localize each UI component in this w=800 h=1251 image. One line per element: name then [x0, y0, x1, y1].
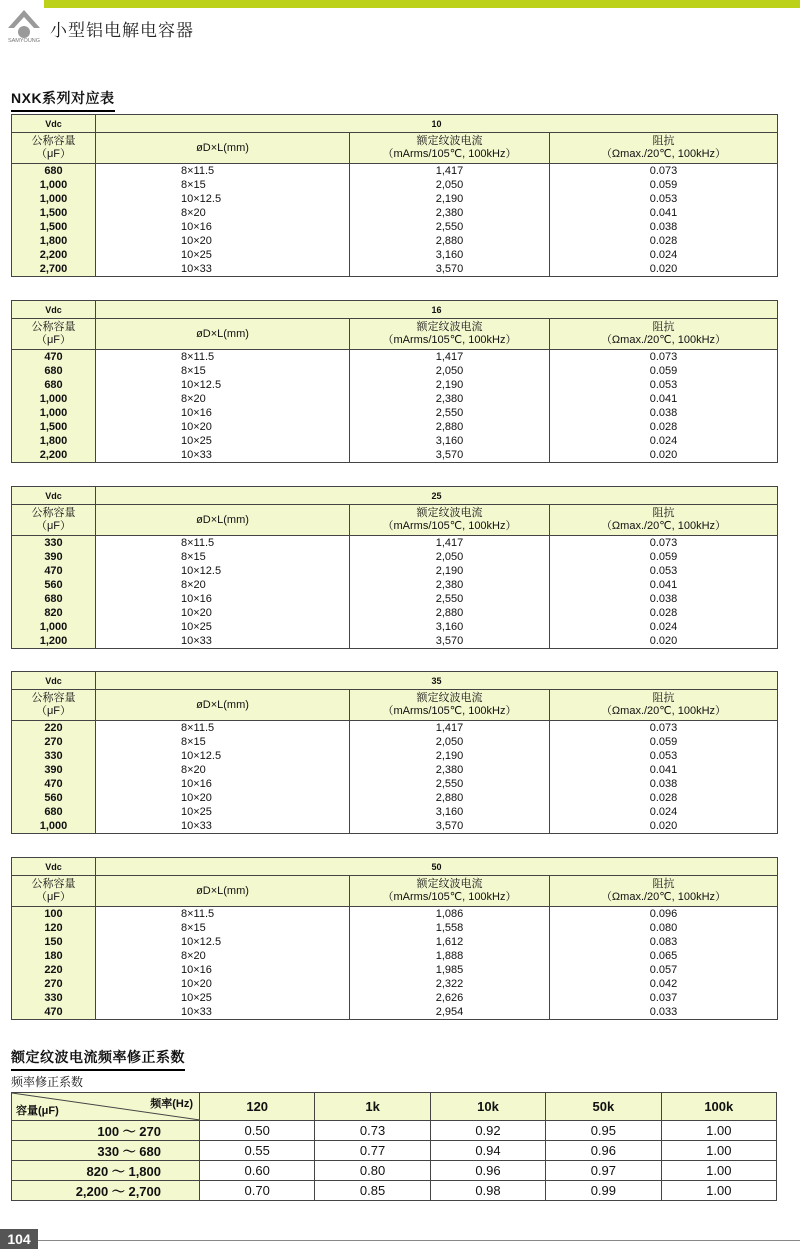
- capacitance-cell: 270: [12, 735, 96, 749]
- table-row: [12, 192, 778, 206]
- table-row: [12, 262, 778, 277]
- impedance-cell: 0.096: [550, 907, 778, 922]
- impedance-cell: 0.028: [550, 420, 778, 434]
- table-row: [12, 206, 778, 220]
- capacitance-cell: 1,000: [12, 178, 96, 192]
- dimension-header: øD×L(mm): [96, 319, 350, 350]
- ripple-cell: 2,050: [350, 735, 550, 749]
- impedance-cell: 0.024: [550, 620, 778, 634]
- capacitance-cell: 470: [12, 777, 96, 791]
- capacitance-header: 公称容量 （μF）: [12, 690, 96, 721]
- capacitance-cell: 680: [12, 164, 96, 179]
- voltage-value: 50: [96, 858, 778, 876]
- dimension-cell: 8×11.5: [96, 164, 350, 179]
- ripple-correction-title: 额定纹波电流频率修正系数: [11, 1047, 185, 1071]
- capacitance-cell: 150: [12, 935, 96, 949]
- dimension-header: øD×L(mm): [96, 690, 350, 721]
- ripple-cell: 1,417: [350, 536, 550, 551]
- table-row: [12, 749, 778, 763]
- dimension-cell: 10×25: [96, 805, 350, 819]
- impedance-cell: 0.038: [550, 406, 778, 420]
- dimension-cell: 10×20: [96, 606, 350, 620]
- dimension-cell: 8×15: [96, 178, 350, 192]
- ripple-header: 额定纹波电流 （mArms/105℃, 100kHz）: [350, 505, 550, 536]
- impedance-header: 阻抗 （Ωmax./20℃, 100kHz）: [550, 690, 778, 721]
- capacitance-cell: 330: [12, 536, 96, 551]
- impedance-cell: 0.028: [550, 791, 778, 805]
- table-row: [12, 606, 778, 620]
- correction-factor-cell: 0.77: [315, 1141, 430, 1161]
- vdc-label: Vdc: [12, 487, 96, 505]
- ripple-cell: 3,570: [350, 262, 550, 277]
- capacitance-cell: 680: [12, 364, 96, 378]
- table-row: [12, 791, 778, 805]
- table-row: [12, 1141, 777, 1161]
- ripple-header: 额定纹波电流 （mArms/105℃, 100kHz）: [350, 133, 550, 164]
- ripple-cell: 2,954: [350, 1005, 550, 1020]
- capacitance-cell: 1,800: [12, 234, 96, 248]
- impedance-cell: 0.053: [550, 564, 778, 578]
- correction-factor-cell: 0.85: [315, 1181, 430, 1201]
- correction-factor-cell: 0.60: [200, 1161, 315, 1181]
- table-row: [12, 1181, 777, 1201]
- impedance-cell: 0.073: [550, 350, 778, 365]
- capacitance-range-cell: 820 ～ 1,800: [12, 1161, 200, 1181]
- spec-table-10v: [11, 114, 778, 277]
- ripple-cell: 1,417: [350, 721, 550, 736]
- table-row: [12, 592, 778, 606]
- impedance-cell: 0.083: [550, 935, 778, 949]
- impedance-cell: 0.028: [550, 606, 778, 620]
- capacitance-cell: 390: [12, 763, 96, 777]
- capacitance-cell: 330: [12, 991, 96, 1005]
- dimension-cell: 8×15: [96, 921, 350, 935]
- freq-corner-cell: [12, 1093, 200, 1121]
- impedance-header: 阻抗 （Ωmax./20℃, 100kHz）: [550, 319, 778, 350]
- dimension-cell: 8×20: [96, 578, 350, 592]
- ripple-header: 额定纹波电流 （mArms/105℃, 100kHz）: [350, 319, 550, 350]
- table-row: [12, 721, 778, 736]
- ripple-cell: 2,050: [350, 550, 550, 564]
- ripple-cell: 2,550: [350, 406, 550, 420]
- correction-factor-cell: 1.00: [661, 1181, 776, 1201]
- correction-factor-cell: 0.96: [546, 1141, 661, 1161]
- table-row: [12, 178, 778, 192]
- table-row: [12, 620, 778, 634]
- dimension-cell: 8×11.5: [96, 350, 350, 365]
- correction-factor-cell: 0.94: [430, 1141, 545, 1161]
- correction-factor-cell: 0.55: [200, 1141, 315, 1161]
- table-row: [12, 805, 778, 819]
- dimension-cell: 10×12.5: [96, 378, 350, 392]
- ripple-cell: 1,985: [350, 963, 550, 977]
- ripple-cell: 2,550: [350, 777, 550, 791]
- frequency-header: 10k: [430, 1093, 545, 1121]
- capacitance-cell: 470: [12, 1005, 96, 1020]
- capacitance-header: 公称容量 （μF）: [12, 133, 96, 164]
- dimension-cell: 10×12.5: [96, 749, 350, 763]
- impedance-cell: 0.057: [550, 963, 778, 977]
- vdc-label: Vdc: [12, 858, 96, 876]
- table-row: [12, 634, 778, 649]
- table-row: [12, 777, 778, 791]
- ripple-cell: 2,380: [350, 392, 550, 406]
- frequency-header: 50k: [546, 1093, 661, 1121]
- impedance-cell: 0.028: [550, 234, 778, 248]
- ripple-cell: 3,160: [350, 620, 550, 634]
- capacitance-cell: 2,200: [12, 248, 96, 262]
- impedance-cell: 0.041: [550, 206, 778, 220]
- impedance-cell: 0.037: [550, 991, 778, 1005]
- impedance-cell: 0.041: [550, 392, 778, 406]
- table-row: [12, 935, 778, 949]
- impedance-cell: 0.024: [550, 434, 778, 448]
- impedance-cell: 0.065: [550, 949, 778, 963]
- capacitance-cell: 560: [12, 791, 96, 805]
- table-row: [12, 564, 778, 578]
- header-accent-bar: [44, 0, 800, 8]
- capacitance-cell: 180: [12, 949, 96, 963]
- capacitance-cell: 1,500: [12, 420, 96, 434]
- page-header: [0, 0, 800, 48]
- dimension-header: øD×L(mm): [96, 876, 350, 907]
- correction-factor-cell: 1.00: [661, 1141, 776, 1161]
- series-table-title: NXK系列对应表: [11, 88, 115, 112]
- capacitance-axis-label: 容量(μF): [16, 1105, 59, 1117]
- correction-factor-cell: 0.97: [546, 1161, 661, 1181]
- voltage-value: 25: [96, 487, 778, 505]
- capacitance-range-cell: 2,200 ～ 2,700: [12, 1181, 200, 1201]
- correction-factor-cell: 0.98: [430, 1181, 545, 1201]
- correction-factor-cell: 0.70: [200, 1181, 315, 1201]
- table-row: [12, 234, 778, 248]
- dimension-cell: 8×20: [96, 206, 350, 220]
- capacitance-cell: 820: [12, 606, 96, 620]
- table-row: [12, 963, 778, 977]
- table-row: [12, 977, 778, 991]
- dimension-cell: 10×12.5: [96, 935, 350, 949]
- capacitance-cell: 1,800: [12, 434, 96, 448]
- dimension-cell: 10×12.5: [96, 564, 350, 578]
- capacitance-cell: 560: [12, 578, 96, 592]
- ripple-cell: 2,050: [350, 364, 550, 378]
- impedance-cell: 0.020: [550, 448, 778, 463]
- capacitance-cell: 1,000: [12, 620, 96, 634]
- capacitance-cell: 470: [12, 350, 96, 365]
- dimension-cell: 10×20: [96, 234, 350, 248]
- ripple-cell: 2,550: [350, 220, 550, 234]
- ripple-cell: 3,570: [350, 819, 550, 834]
- dimension-cell: 10×16: [96, 963, 350, 977]
- dimension-header: øD×L(mm): [96, 133, 350, 164]
- dimension-cell: 10×33: [96, 262, 350, 277]
- capacitance-header: 公称容量 （μF）: [12, 505, 96, 536]
- table-row: [12, 350, 778, 365]
- capacitance-cell: 1,200: [12, 634, 96, 649]
- table-row: [12, 434, 778, 448]
- dimension-cell: 8×15: [96, 550, 350, 564]
- ripple-cell: 1,612: [350, 935, 550, 949]
- ripple-cell: 2,550: [350, 592, 550, 606]
- ripple-cell: 2,880: [350, 791, 550, 805]
- impedance-cell: 0.073: [550, 164, 778, 179]
- ripple-cell: 1,417: [350, 164, 550, 179]
- ripple-cell: 2,050: [350, 178, 550, 192]
- ripple-cell: 3,160: [350, 434, 550, 448]
- capacitance-range-cell: 330 ～ 680: [12, 1141, 200, 1161]
- dimension-cell: 10×20: [96, 791, 350, 805]
- dimension-cell: 10×16: [96, 220, 350, 234]
- correction-factor-cell: 0.80: [315, 1161, 430, 1181]
- dimension-cell: 10×33: [96, 448, 350, 463]
- impedance-cell: 0.073: [550, 721, 778, 736]
- impedance-cell: 0.020: [550, 262, 778, 277]
- capacitance-cell: 680: [12, 805, 96, 819]
- capacitance-cell: 680: [12, 378, 96, 392]
- ripple-cell: 1,888: [350, 949, 550, 963]
- ripple-cell: 2,190: [350, 564, 550, 578]
- dimension-cell: 8×20: [96, 949, 350, 963]
- impedance-cell: 0.059: [550, 735, 778, 749]
- frequency-axis-label: 频率(Hz): [150, 1098, 193, 1110]
- dimension-cell: 10×20: [96, 977, 350, 991]
- capacitance-cell: 1,500: [12, 220, 96, 234]
- capacitance-cell: 1,500: [12, 206, 96, 220]
- impedance-cell: 0.053: [550, 749, 778, 763]
- ripple-header: 额定纹波电流 （mArms/105℃, 100kHz）: [350, 876, 550, 907]
- ripple-cell: 2,190: [350, 378, 550, 392]
- impedance-cell: 0.020: [550, 819, 778, 834]
- impedance-cell: 0.020: [550, 634, 778, 649]
- spec-table-25v: [11, 486, 778, 649]
- dimension-cell: 10×33: [96, 1005, 350, 1020]
- ripple-cell: 2,880: [350, 234, 550, 248]
- impedance-cell: 0.041: [550, 578, 778, 592]
- capacitance-cell: 1,000: [12, 819, 96, 834]
- table-row: [12, 392, 778, 406]
- ripple-header: 额定纹波电流 （mArms/105℃, 100kHz）: [350, 690, 550, 721]
- frequency-header: 1k: [315, 1093, 430, 1121]
- ripple-cell: 3,570: [350, 634, 550, 649]
- dimension-cell: 8×11.5: [96, 907, 350, 922]
- impedance-cell: 0.033: [550, 1005, 778, 1020]
- capacitance-header: 公称容量 （μF）: [12, 319, 96, 350]
- table-row: [12, 378, 778, 392]
- dimension-cell: 10×33: [96, 819, 350, 834]
- dimension-cell: 8×11.5: [96, 536, 350, 551]
- ripple-cell: 2,322: [350, 977, 550, 991]
- correction-factor-cell: 0.50: [200, 1121, 315, 1141]
- page-number: 104: [0, 1229, 38, 1249]
- impedance-cell: 0.053: [550, 192, 778, 206]
- footer-divider: [38, 1240, 800, 1241]
- impedance-cell: 0.059: [550, 178, 778, 192]
- table-row: [12, 420, 778, 434]
- capacitance-cell: 1,000: [12, 192, 96, 206]
- dimension-cell: 8×11.5: [96, 721, 350, 736]
- dimension-cell: 10×25: [96, 620, 350, 634]
- capacitance-cell: 390: [12, 550, 96, 564]
- impedance-header: 阻抗 （Ωmax./20℃, 100kHz）: [550, 876, 778, 907]
- table-row: [12, 991, 778, 1005]
- impedance-cell: 0.038: [550, 592, 778, 606]
- impedance-cell: 0.059: [550, 550, 778, 564]
- dimension-cell: 10×16: [96, 406, 350, 420]
- impedance-cell: 0.024: [550, 248, 778, 262]
- ripple-cell: 2,380: [350, 206, 550, 220]
- dimension-cell: 8×15: [96, 735, 350, 749]
- dimension-cell: 10×25: [96, 434, 350, 448]
- table-row: [12, 819, 778, 834]
- dimension-cell: 10×16: [96, 592, 350, 606]
- table-row: [12, 1161, 777, 1181]
- page-title: 小型铝电解电容器: [50, 21, 194, 40]
- spec-table-16v: [11, 300, 778, 463]
- impedance-cell: 0.024: [550, 805, 778, 819]
- ripple-cell: 2,190: [350, 192, 550, 206]
- correction-factor-cell: 0.73: [315, 1121, 430, 1141]
- spec-table-35v: [11, 671, 778, 834]
- dimension-cell: 10×12.5: [96, 192, 350, 206]
- samyoung-logo-icon: [4, 6, 44, 44]
- table-row: [12, 406, 778, 420]
- impedance-cell: 0.041: [550, 763, 778, 777]
- ripple-cell: 2,626: [350, 991, 550, 1005]
- frequency-header: 100k: [661, 1093, 776, 1121]
- table-row: [12, 364, 778, 378]
- ripple-cell: 1,417: [350, 350, 550, 365]
- table-row: [12, 1005, 778, 1020]
- impedance-header: 阻抗 （Ωmax./20℃, 100kHz）: [550, 505, 778, 536]
- dimension-cell: 8×15: [96, 364, 350, 378]
- correction-factor-cell: 0.99: [546, 1181, 661, 1201]
- impedance-cell: 0.059: [550, 364, 778, 378]
- capacitance-cell: 120: [12, 921, 96, 935]
- ripple-cell: 1,086: [350, 907, 550, 922]
- impedance-cell: 0.053: [550, 378, 778, 392]
- table-row: [12, 536, 778, 551]
- capacitance-cell: 470: [12, 564, 96, 578]
- ripple-cell: 1,558: [350, 921, 550, 935]
- capacitance-header: 公称容量 （μF）: [12, 876, 96, 907]
- impedance-cell: 0.038: [550, 220, 778, 234]
- vdc-label: Vdc: [12, 672, 96, 690]
- ripple-cell: 2,380: [350, 763, 550, 777]
- ripple-cell: 2,190: [350, 749, 550, 763]
- correction-factor-cell: 1.00: [661, 1121, 776, 1141]
- ripple-cell: 3,160: [350, 248, 550, 262]
- capacitance-cell: 1,000: [12, 406, 96, 420]
- capacitance-range-cell: 100 ～ 270: [12, 1121, 200, 1141]
- voltage-value: 16: [96, 301, 778, 319]
- table-row: [12, 735, 778, 749]
- dimension-cell: 10×33: [96, 634, 350, 649]
- correction-factor-cell: 0.96: [430, 1161, 545, 1181]
- ripple-cell: 2,880: [350, 420, 550, 434]
- capacitance-cell: 330: [12, 749, 96, 763]
- capacitance-cell: 220: [12, 963, 96, 977]
- dimension-cell: 10×20: [96, 420, 350, 434]
- table-row: [12, 164, 778, 179]
- dimension-cell: 10×16: [96, 777, 350, 791]
- dimension-cell: 8×20: [96, 763, 350, 777]
- capacitance-cell: 100: [12, 907, 96, 922]
- impedance-header: 阻抗 （Ωmax./20℃, 100kHz）: [550, 133, 778, 164]
- vdc-label: Vdc: [12, 115, 96, 133]
- correction-factor-cell: 1.00: [661, 1161, 776, 1181]
- ripple-cell: 3,570: [350, 448, 550, 463]
- dimension-header: øD×L(mm): [96, 505, 350, 536]
- correction-factor-cell: 0.92: [430, 1121, 545, 1141]
- table-row: [12, 949, 778, 963]
- capacitance-cell: 270: [12, 977, 96, 991]
- table-row: [12, 248, 778, 262]
- ripple-cell: 2,380: [350, 578, 550, 592]
- dimension-cell: 10×25: [96, 248, 350, 262]
- logo-text: SAMYOUNG: [7, 38, 41, 44]
- table-row: [12, 763, 778, 777]
- table-row: [12, 448, 778, 463]
- table-row: [12, 1121, 777, 1141]
- table-row: [12, 907, 778, 922]
- ripple-cell: 2,880: [350, 606, 550, 620]
- table-row: [12, 220, 778, 234]
- dimension-cell: 8×20: [96, 392, 350, 406]
- capacitance-cell: 2,700: [12, 262, 96, 277]
- capacitance-cell: 2,200: [12, 448, 96, 463]
- frequency-correction-table: [11, 1092, 777, 1201]
- impedance-cell: 0.080: [550, 921, 778, 935]
- correction-factor-cell: 0.95: [546, 1121, 661, 1141]
- capacitance-cell: 1,000: [12, 392, 96, 406]
- voltage-value: 35: [96, 672, 778, 690]
- voltage-value: 10: [96, 115, 778, 133]
- spec-table-50v: [11, 857, 778, 1020]
- ripple-cell: 3,160: [350, 805, 550, 819]
- impedance-cell: 0.073: [550, 536, 778, 551]
- vdc-label: Vdc: [12, 301, 96, 319]
- impedance-cell: 0.038: [550, 777, 778, 791]
- freq-subtitle: 频率修正系数: [11, 1075, 84, 1089]
- capacitance-cell: 680: [12, 592, 96, 606]
- capacitance-cell: 220: [12, 721, 96, 736]
- frequency-header: 120: [200, 1093, 315, 1121]
- table-row: [12, 921, 778, 935]
- table-row: [12, 578, 778, 592]
- impedance-cell: 0.042: [550, 977, 778, 991]
- dimension-cell: 10×25: [96, 991, 350, 1005]
- table-row: [12, 550, 778, 564]
